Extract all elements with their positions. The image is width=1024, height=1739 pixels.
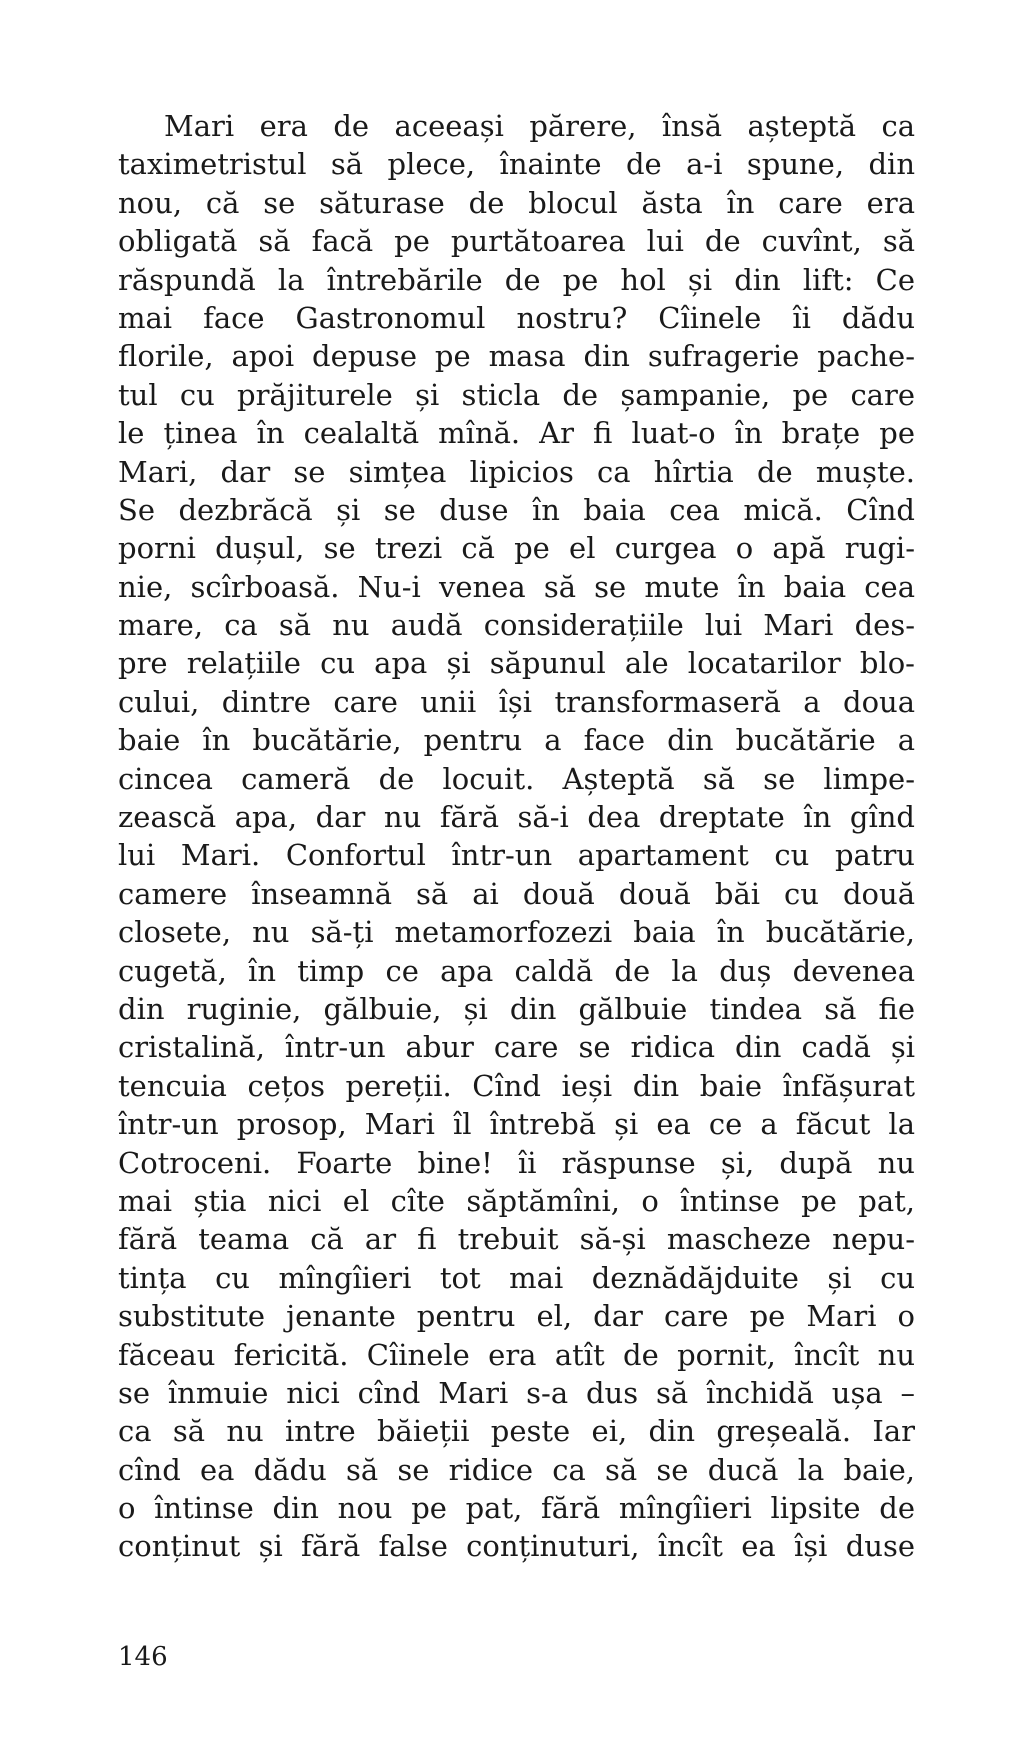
text-line: le ținea în cealaltă mînă. Ar fi luat-o în brațe pe (118, 416, 915, 451)
text-line: florile, apoi depuse pe masa din sufragerie pache- (118, 339, 915, 374)
text-line: o întinse din nou pe pat, fără mîngîieri lipsite de (118, 1491, 915, 1526)
text-line: obligată să facă pe purtătoarea lui de cuvînt, să (118, 224, 915, 259)
text-line: Mari era de aceeași părere, însă așteptă ca (164, 109, 915, 143)
text-line: tința cu mîngîieri tot mai deznădăjduite și cu (118, 1260, 915, 1295)
text-line: zească apa, dar nu fără să-i dea dreptate în gînd (118, 800, 915, 835)
text-line: se înmuie nici cînd Mari s-a dus să închidă ușa – (118, 1375, 915, 1410)
text-line: porni dușul, se trezi că pe el curgea o apă rugi- (118, 531, 915, 566)
text-line: camere înseamnă să ai două două băi cu două (118, 876, 915, 911)
text-line: mare, ca să nu audă considerațiile lui Mari des- (118, 608, 915, 643)
text-line: nie, scîrboasă. Nu-i venea să se mute în baia cea (118, 569, 915, 604)
text-line: Cotroceni. Foarte bine! îi răspunse și, după nu (118, 1145, 915, 1180)
text-line: fără teama că ar fi trebuit să-și mascheze nepu- (118, 1222, 915, 1257)
text-line: cincea cameră de locuit. Așteptă să se limpe- (118, 761, 915, 796)
text-line: substitute jenante pentru el, dar care pe Mari o (118, 1299, 915, 1334)
text-line: taximetristul să plece, înainte de a-i spune, din (118, 147, 915, 182)
text-line: nou, că se săturase de blocul ăsta în care era (118, 185, 915, 220)
text-line: Mari, dar se simțea lipicios ca hîrtia de muște. (118, 454, 915, 489)
text-line: tencuia cețos pereții. Cînd ieși din baie înfășurat (118, 1068, 915, 1103)
text-line: pre relațiile cu apa și săpunul ale locatarilor blo- (118, 646, 915, 681)
text-line: cînd ea dădu să se ridice ca să se ducă la baie, (118, 1452, 915, 1487)
text-line: făceau fericită. Cîinele era atît de pornit, încît nu (118, 1337, 915, 1372)
text-line: din ruginie, gălbuie, și din gălbuie tindea să fie (118, 991, 915, 1026)
text-line: cului, dintre care unii își transformaseră a doua (118, 684, 915, 719)
text-line: răspundă la întrebările de pe hol și din lift: Ce (118, 262, 915, 297)
text-line: closete, nu să-ți metamorfozezi baia în bucătărie, (118, 915, 915, 950)
text-line: cristalină, într-un abur care se ridica din cadă și (118, 1030, 915, 1065)
text-line: mai știa nici el cîte săptămîni, o întinse pe pat, (118, 1183, 915, 1218)
text-line: conținut și fără false conținuturi, încît ea își duse (118, 1529, 915, 1564)
text-line: baie în bucătărie, pentru a face din bucătărie a (118, 723, 915, 758)
text-line: Se dezbrăcă și se duse în baia cea mică. Cînd (118, 492, 915, 527)
text-line: cugetă, în timp ce apa caldă de la duș devenea (118, 953, 915, 988)
text-line: mai face Gastronomul nostru? Cîinele îi dădu (118, 300, 915, 335)
body-text (118, 107, 915, 1566)
text-line: tul cu prăjiturele și sticla de șampanie, pe care (118, 377, 915, 412)
text-line: într-un prosop, Mari îl întrebă și ea ce a făcut la (118, 1107, 915, 1142)
text-line: ca să nu intre băieții peste ei, din greșeală. Iar (118, 1414, 915, 1449)
page-number: 146 (118, 1642, 168, 1672)
text-line: lui Mari. Confortul într-un apartament cu patru (118, 838, 915, 873)
